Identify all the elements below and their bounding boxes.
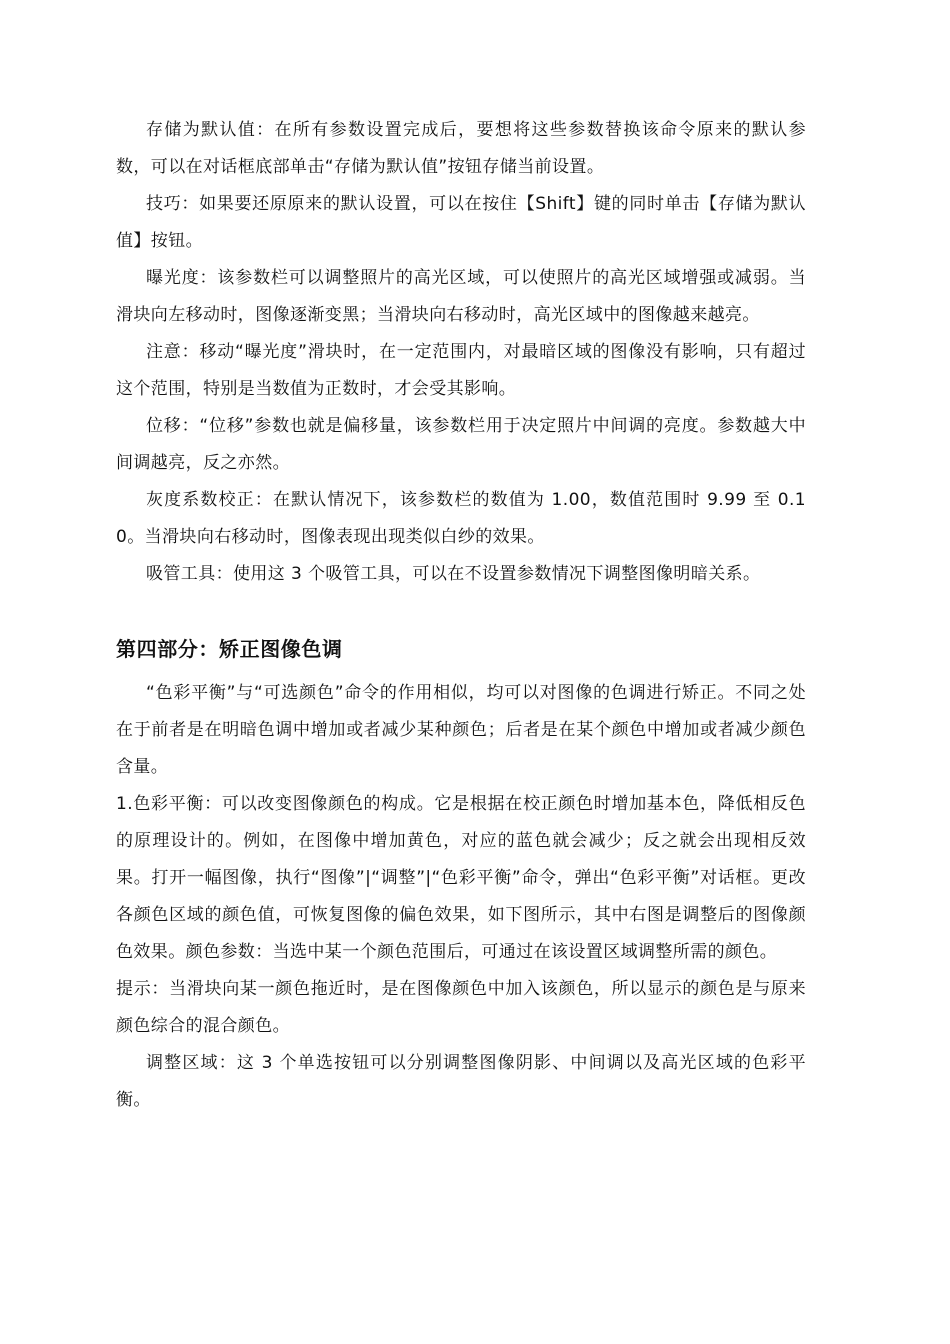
paragraph-eyedropper: 吸管工具：使用这 3 个吸管工具，可以在不设置参数情况下调整图像明暗关系。 [146, 564, 761, 584]
paragraph-adjust-region: 调整区域：这 3 个单选按钮可以分别调整图像阴影、中间调以及高光区域的色彩平衡。 [116, 1053, 806, 1110]
paragraph-gamma: 灰度系数校正：在默认情况下，该参数栏的数值为 1.00，数值范围时 9.99 至 0.10。当滑块向右移动时，图像表现出现类似白纱的效果。 [116, 490, 806, 547]
paragraph-offset: 位移：“位移”参数也就是偏移量，该参数栏用于决定照片中间调的亮度。参数越大中间调越亮，反之亦然。 [116, 416, 806, 473]
paragraph-tip: 提示：当滑块向某一颜色拖近时，是在图像颜色中加入该颜色，所以显示的颜色是与原来颜色综合的混合颜色。 [116, 979, 806, 1036]
section-spacer [116, 593, 806, 627]
section-heading: 第四部分：矫正图像色调 [116, 637, 343, 661]
paragraph-color-balance: 1.色彩平衡：可以改变图像颜色的构成。它是根据在校正颜色时增加基本色，降低相反色的原理设计的。例如，在图像中增加黄色，对应的蓝色就会减少；反之就会出现相反效果。打开一幅图像，执行“图像”|“调整”|“色彩平衡”命令，弹出“色彩平衡”对话框。更改各颜色区域的颜色值，可恢复图像的偏色效果，如下图所示，其中右图是调整后的图像颜色效果。颜色参数：当选中某一个颜色范围后，可通过在该设置区域调整所需的颜色。 [116, 794, 806, 962]
paragraph-intro: “色彩平衡”与“可选颜色”命令的作用相似，均可以对图像的色调进行矫正。不同之处在于前者是在明暗色调中增加或者减少某种颜色；后者是在某个颜色中增加或者减少颜色含量。 [116, 683, 806, 777]
paragraph-save-default: 存储为默认值：在所有参数设置完成后，要想将这些参数替换该命令原来的默认参数，可以在对话框底部单击“存储为默认值”按钮存储当前设置。 [116, 120, 806, 177]
paragraph-exposure-note: 注意：移动“曝光度”滑块时，在一定范围内，对最暗区域的图像没有影响，只有超过这个范围，特别是当数值为正数时，才会受其影响。 [116, 342, 806, 399]
document-page [116, 112, 806, 1119]
paragraph-tip-restore: 技巧：如果要还原原来的默认设置，可以在按住【Shift】键的同时单击【存储为默认值】按钮。 [116, 194, 806, 251]
paragraph-exposure: 曝光度：该参数栏可以调整照片的高光区域，可以使照片的高光区域增强或减弱。当滑块向左移动时，图像逐渐变黑；当滑块向右移动时，高光区域中的图像越来越亮。 [116, 268, 806, 325]
